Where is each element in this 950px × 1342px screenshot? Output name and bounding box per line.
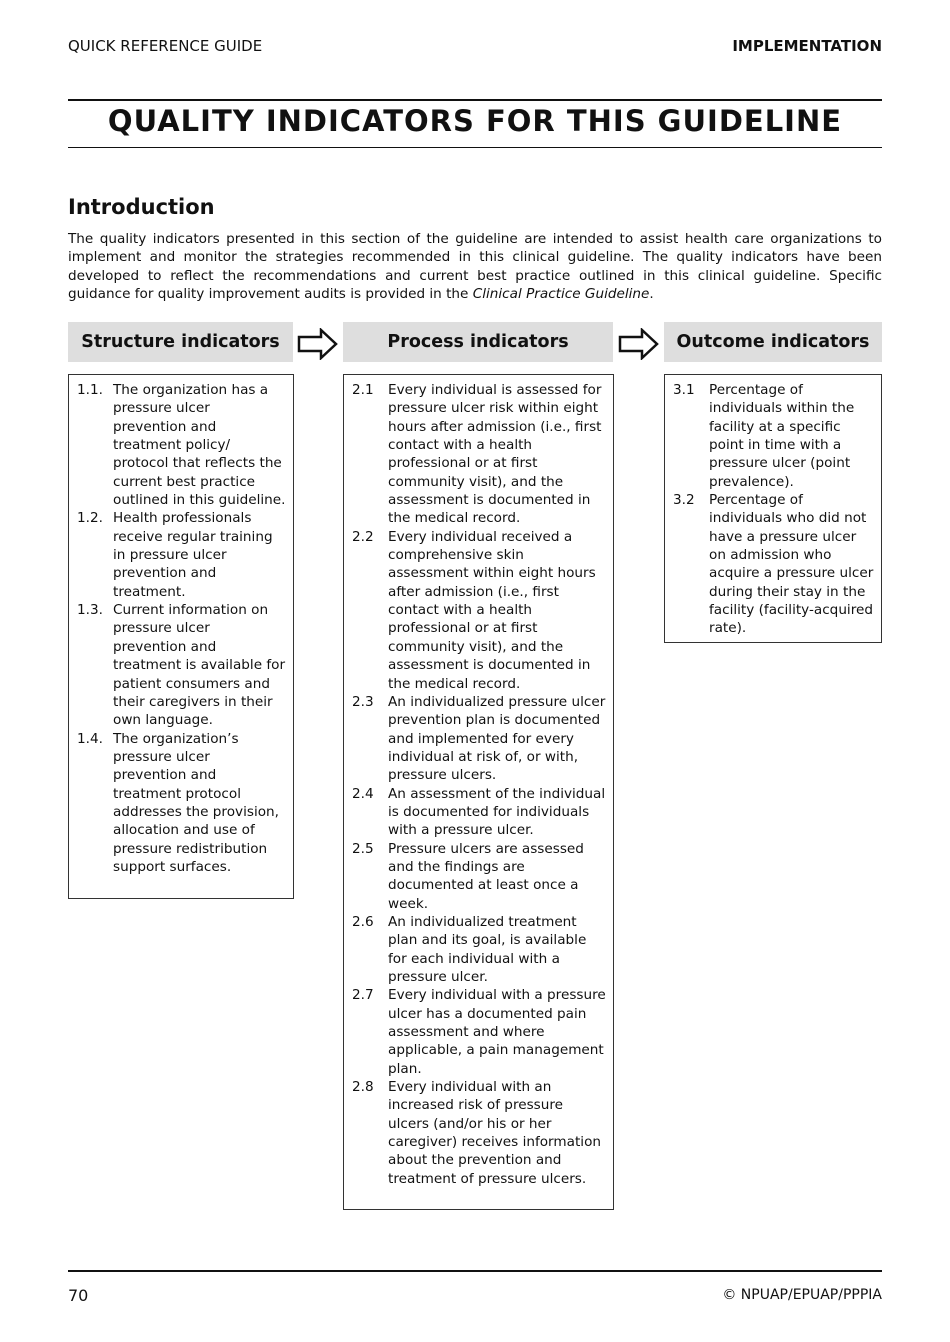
indicator-text: Percentage of individuals within the facility at a specific point in time with a pressure ulcer (point prevalence). [709,382,855,490]
outcome-indicators-list [664,374,882,643]
indicator-text: Current information on pressure ulcer prevention and treatment is available for patient consumers and their caregivers in their own language. [113,602,286,729]
indicator-text: An individualized treatment plan and its goal, is available for each individual with a pressure ulcer. [388,913,587,985]
indicator-text: Every individual with an increased risk of pressure ulcers (and/or his or her caregiver) receives information about the prevention and treatment of pressure ulcers. [388,1079,602,1187]
indicator-text: An assessment of the individual is documented for individuals with a pressure ulcer. [388,785,606,839]
indicator-item [77,381,287,509]
structure-indicators-list [68,374,294,899]
indicator-text: The organization has a pressure ulcer prevention and treatment policy/ protocol that reflects the current best practice outlined in this guideline. [113,382,286,509]
indicator-item [352,913,607,986]
indicator-text: Health professionals receive regular training in pressure ulcer prevention and treatment. [113,510,273,600]
process-indicators-list [343,374,614,1210]
intro-heading: Introduction [68,195,215,219]
indicator-number: 2.2 [352,528,374,545]
indicator-number: 1.3. [77,602,103,619]
indicator-item [673,381,875,491]
intro-text: The quality indicators presented in this section of the guideline are intended to assist health care organizations to implement and monitor the strategies recommended in this clinical guideline. The quality indicators have been developed to reflect the recommendations and current best practice outlined in this clinical guideline. Specific guidance for quality improvement audits is provided in the [68,231,882,302]
indicator-number: 2.6 [352,913,374,930]
intro-text-end: . [649,285,654,302]
indicator-number: 2.1 [352,382,374,398]
title-top-rule [68,99,882,101]
intro-paragraph [68,230,882,303]
indicator-text: The organization’s pressure ulcer prevention and treatment protocol addresses the provision, allocation and use of pressure redistribution support surfaces. [113,730,279,875]
intro-text-italic: Clinical Practice Guideline [472,285,650,302]
indicator-item [352,693,607,785]
indicator-number: 2.8 [352,1079,374,1096]
indicator-number: 1.4. [77,730,103,747]
indicator-text: Every individual is assessed for pressure ulcer risk within eight hours after admission (i.e., first contact with a health professional or at first community visit), and the assessment is documented in the medical record. [388,382,602,527]
indicator-item [352,381,607,528]
running-header-right: IMPLEMENTATION [732,37,882,55]
copyright-notice: © NPUAP/EPUAP/PPPIA [722,1287,882,1303]
indicator-item [77,601,287,729]
indicator-text: Percentage of individuals who did not have a pressure ulcer on admission who acquire a pressure ulcer during their stay in the facility (facility-acquired rate). [709,492,874,637]
indicator-item [77,509,287,601]
arrow-right-icon [297,328,339,360]
indicator-number: 3.1 [673,382,695,398]
indicator-text: Every individual with a pressure ulcer has a documented pain assessment and where applicable, a pain management plan. [388,987,606,1077]
indicator-number: 1.2. [77,510,103,527]
indicator-item [352,785,607,840]
indicator-item [77,730,287,877]
indicator-number: 2.5 [352,840,374,857]
outcome-heading: Outcome indicators [664,322,882,362]
process-heading: Process indicators [343,322,613,362]
indicator-item [352,986,607,1078]
footer-rule [68,1270,882,1272]
indicator-number: 2.4 [352,785,374,802]
indicator-item [352,528,607,693]
indicator-number: 2.3 [352,693,374,710]
indicator-item [673,491,875,638]
arrow-right-icon [618,328,660,360]
indicator-item [352,1078,607,1188]
structure-heading: Structure indicators [68,322,293,362]
indicator-number: 2.7 [352,987,374,1004]
page-title: QUALITY INDICATORS FOR THIS GUIDELINE [107,104,843,138]
page-number: 70 [68,1286,89,1305]
indicator-item [352,840,607,913]
indicator-text: Every individual received a comprehensive skin assessment within eight hours after admission (i.e., first contact with a health professional or at first community visit), and the assessment is documented in the medical record. [388,528,596,692]
indicator-text: Pressure ulcers are assessed and the findings are documented at least once a week. [388,840,584,912]
running-header-left: QUICK REFERENCE GUIDE [68,37,263,55]
indicator-number: 1.1. [77,382,103,398]
indicator-text: An individualized pressure ulcer prevention plan is documented and implemented for every individual at risk of, or with, pressure ulcers. [388,693,606,784]
title-bottom-rule [68,147,882,148]
indicator-number: 3.2 [673,492,695,509]
